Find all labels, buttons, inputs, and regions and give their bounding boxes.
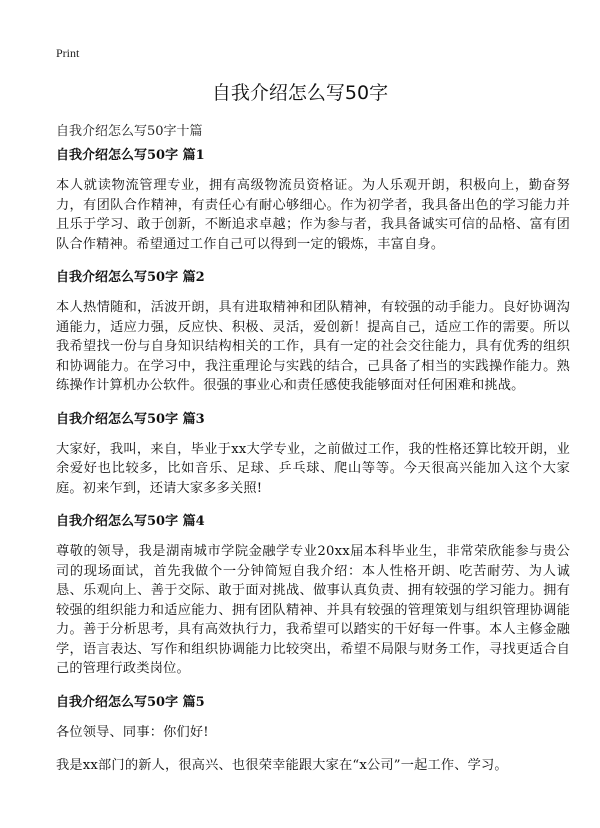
section-4 bbox=[56, 512, 570, 679]
section-heading: 自我介绍怎么写50字 篇2 bbox=[56, 270, 205, 285]
document-content bbox=[56, 146, 570, 790]
section-paragraph: 各位领导、同事：你们好! bbox=[56, 724, 209, 740]
section-paragraph: 本人就读物流管理专业，拥有高级物流员资格证。为人乐观开朗，积极向上，勤奋努力，有团队合作精神，有责任心有耐心够细心。作为初学者，我具备出色的学习能力并且乐于学习、敢于创新，不断追求卓越；作为参与者，我具备诚实可信的品格、富有团队合作精神。希望通过工作自己可以得到一定的锻炼，丰富自身。 bbox=[56, 178, 570, 252]
section-paragraph: 大家好，我叫，来自，毕业于xx大学专业，之前做过工作，我的性格还算比较开朗，业余爱好也比较多，比如音乐、足球、乒乓球、爬山等等。今天很高兴能加入这个大家庭。初来乍到，还请大家多多关照! bbox=[56, 441, 570, 496]
section-paragraph: 我是xx部门的新人，很高兴、也很荣幸能跟大家在“x公司”一起工作、学习。 bbox=[56, 758, 508, 773]
section-3 bbox=[56, 410, 570, 499]
print-label[interactable]: Print bbox=[56, 46, 80, 60]
section-heading: 自我介绍怎么写50字 篇4 bbox=[56, 514, 205, 529]
section-1 bbox=[56, 146, 570, 254]
section-heading: 自我介绍怎么写50字 篇1 bbox=[56, 148, 205, 163]
section-paragraph: 尊敬的领导，我是湖南城市学院金融学专业20xx届本科毕业生，非常荣欣能参与贵公司的现场面试，首先我做个一分钟简短自我介绍：本人性格开朗、吃苦耐劳、为人诚恳、乐观向上、善于交际、敢于面对挑战、做事认真负责、拥有较强的学习能力。拥有较强的组织能力和适应能力、拥有团队精神、并具有较强的管理策划与组织管理协调能力。善于分析思考，具有高效执行力，我希望可以踏实的干好每一件事。本人主修金融学，语言表达、写作和组织协调能力比较突出，希望不局限与财务工作，寻找更适合自己的管理行政类岗位。 bbox=[56, 544, 570, 676]
page-title: 自我介绍怎么写50字 bbox=[211, 82, 389, 104]
section-heading: 自我介绍怎么写50字 篇3 bbox=[56, 411, 205, 427]
section-heading: 自我介绍怎么写50字 篇5 bbox=[56, 694, 205, 710]
section-2 bbox=[56, 268, 570, 396]
document-subtitle: 自我介绍怎么写50字十篇 bbox=[56, 124, 203, 139]
section-5 bbox=[56, 693, 570, 776]
section-paragraph: 本人热情随和，活波开朗，具有进取精神和团队精神，有较强的动手能力。良好协调沟通能力，适应力强，反应快、积极、灵活，爱创新！提高自己，适应工作的需要。所以我希望找一份与自身知识结构相关的工作，具有一定的社会交往能力，具有优秀的组织和协调能力。在学习中，我注重理论与实践的结合，己具备了相当的实践操作能力。熟练操作计算机办公软件。很强的事业心和责任感使我能够面对任何困难和挑战。 bbox=[56, 300, 570, 393]
